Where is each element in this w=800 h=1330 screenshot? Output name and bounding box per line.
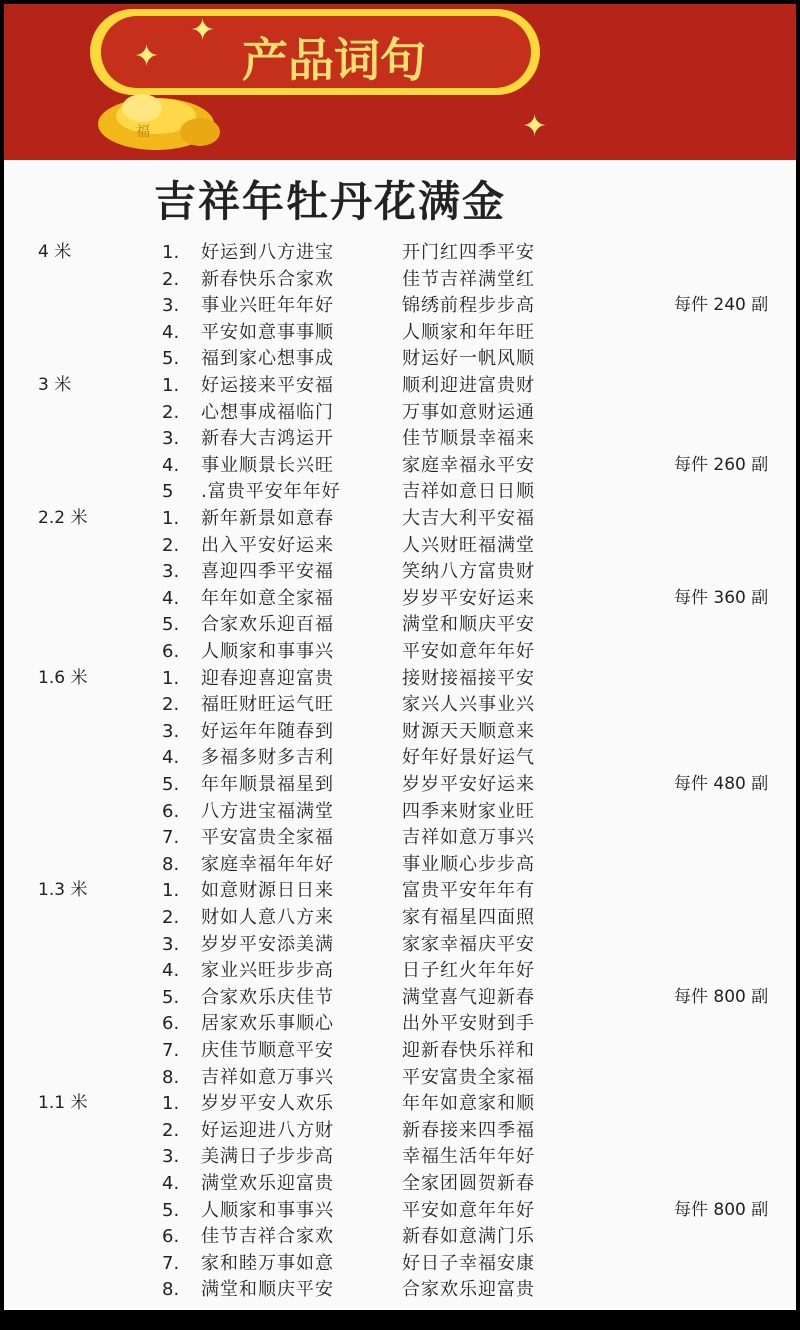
- list-item: [4, 851, 796, 878]
- list-item: [4, 1064, 796, 1091]
- phrase-left: 家庭幸福年年好: [201, 853, 334, 875]
- list-item: [4, 1197, 796, 1224]
- item-number: 3.: [162, 295, 180, 317]
- item-number: 4.: [162, 1173, 180, 1194]
- phrase-left: 喜迎四季平安福: [201, 561, 334, 583]
- phrase-right: 事业顺心步步高: [402, 853, 535, 875]
- phrase-left: 居家欢乐事顺心: [201, 1013, 334, 1035]
- item-number: 3.: [162, 1146, 180, 1168]
- item-number: 6.: [162, 641, 180, 662]
- phrase-left: 好运到八方进宝: [201, 242, 334, 263]
- item-number: 1.: [162, 1093, 180, 1115]
- size-label: 1.3 米: [38, 880, 88, 901]
- quantity-label: 每件 240 副: [674, 295, 769, 316]
- phrase-left: 好运迎进八方财: [201, 1119, 334, 1141]
- phrase-right: 家有福星四面照: [402, 907, 535, 928]
- gold-ingot-icon: [96, 84, 222, 152]
- phrase-left: 平安富贵全家福: [201, 827, 334, 849]
- phrase-left: 年年顺景福星到: [201, 774, 334, 795]
- item-number: 1.: [162, 667, 180, 689]
- item-number: 6.: [162, 800, 180, 822]
- phrase-left: 迎春迎喜迎富贵: [201, 667, 334, 689]
- phrase-left: 家和睦万事如意: [201, 1252, 334, 1274]
- list-item: [4, 771, 796, 798]
- phrase-left: 岁岁平安添美满: [201, 933, 334, 955]
- phrase-right: 合家欢乐迎富贵: [402, 1279, 535, 1301]
- list-item: [4, 1276, 796, 1303]
- item-number: 1.: [162, 508, 180, 529]
- phrase-left: 好运年年随春到: [201, 720, 334, 742]
- item-number: 2.: [162, 907, 180, 928]
- list-item: [4, 505, 796, 532]
- item-number: 5: [162, 481, 174, 503]
- item-number: 8.: [162, 1066, 180, 1088]
- phrase-right: 年年如意家和顺: [402, 1093, 535, 1115]
- page-title: 吉祥年牡丹花满金: [154, 177, 507, 226]
- size-label: 1.6 米: [38, 667, 88, 688]
- quantity-label: 每件 800 副: [674, 986, 769, 1007]
- item-number: 7.: [162, 1252, 180, 1274]
- phrase-right: 人兴财旺福满堂: [402, 534, 535, 556]
- list-item: [4, 1090, 796, 1117]
- phrase-right: 满堂喜气迎新春: [402, 986, 535, 1008]
- phrase-left: .富贵平安年年好: [201, 481, 341, 503]
- item-number: 6.: [162, 1226, 180, 1248]
- size-label: 3 米: [38, 375, 72, 395]
- phrase-right: 万事如意财运通: [402, 401, 535, 423]
- phrase-left: 合家欢乐迎百福: [201, 614, 334, 636]
- list-item: [4, 798, 796, 825]
- phrase-left: 事业顺景长兴旺: [201, 454, 334, 476]
- item-number: 4.: [162, 587, 180, 609]
- item-number: 4.: [162, 747, 180, 769]
- header-banner: [4, 4, 796, 160]
- list-item: [4, 1143, 796, 1170]
- phrase-right: 家庭幸福永平安: [402, 454, 535, 476]
- quantity-label: 每件 360 副: [674, 587, 769, 608]
- item-number: 8.: [162, 1279, 180, 1301]
- list-item: [4, 478, 796, 505]
- phrase-left: 八方进宝福满堂: [201, 800, 334, 822]
- phrase-left: 新年新景如意春: [201, 508, 334, 529]
- phrase-right: 四季来财家业旺: [402, 800, 535, 822]
- list-item: [4, 1223, 796, 1250]
- phrase-right: 岁岁平安好运来: [402, 587, 535, 609]
- item-number: 3.: [162, 933, 180, 955]
- list-item: [4, 718, 796, 745]
- phrase-right: 佳节顺景幸福来: [402, 428, 535, 450]
- phrase-left: 庆佳节顺意平安: [201, 1040, 334, 1061]
- list-item: [4, 1250, 796, 1277]
- item-number: 4.: [162, 960, 180, 982]
- phrase-right: 锦绣前程步步高: [402, 295, 535, 317]
- item-number: 2.: [162, 401, 180, 423]
- phrase-right: 好日子幸福安康: [402, 1252, 535, 1274]
- phrase-right: 迎新春快乐祥和: [402, 1040, 535, 1061]
- size-label: 1.1 米: [38, 1093, 88, 1114]
- list-item: [4, 558, 796, 585]
- list-item: [4, 585, 796, 612]
- phrase-right: 开门红四季平安: [402, 242, 535, 263]
- phrase-left: 出入平安好运来: [201, 534, 334, 556]
- quantity-label: 每件 480 副: [674, 774, 769, 794]
- item-number: 8.: [162, 853, 180, 875]
- list-item: [4, 425, 796, 452]
- list-item: [4, 957, 796, 984]
- phrase-left: 佳节吉祥合家欢: [201, 1226, 334, 1248]
- sparkle-icon: ✦: [522, 109, 548, 144]
- list-item: [4, 904, 796, 931]
- list-item: [4, 824, 796, 851]
- phrase-right: 幸福生活年年好: [402, 1146, 535, 1168]
- list-item: [4, 239, 796, 266]
- item-number: 5.: [162, 1199, 180, 1221]
- phrase-right: 平安富贵全家福: [402, 1066, 535, 1088]
- size-label: 2.2 米: [38, 508, 88, 528]
- phrase-left: 多福多财多吉利: [201, 747, 334, 769]
- phrase-left: 好运接来平安福: [201, 375, 334, 396]
- item-number: 5.: [162, 774, 180, 795]
- list-item: [4, 345, 796, 372]
- list-item: [4, 1170, 796, 1197]
- phrase-right: 平安如意年年好: [402, 1199, 535, 1221]
- item-number: 7.: [162, 1040, 180, 1061]
- phrase-left: 满堂和顺庆平安: [201, 1279, 334, 1301]
- phrase-right: 新春接来四季福: [402, 1119, 535, 1141]
- banner-title: 产品词句: [242, 33, 426, 87]
- phrase-right: 大吉大利平安福: [402, 508, 535, 529]
- item-number: 2.: [162, 534, 180, 556]
- phrase-left: 满堂欢乐迎富贵: [201, 1173, 334, 1194]
- phrase-right: 日子红火年年好: [402, 960, 535, 982]
- phrase-right: 吉祥如意万事兴: [402, 827, 535, 849]
- phrase-right: 平安如意年年好: [402, 641, 535, 662]
- quantity-label: 每件 260 副: [674, 454, 769, 475]
- phrase-left: 吉祥如意万事兴: [201, 1066, 334, 1088]
- list-item: [4, 665, 796, 692]
- phrase-left: 岁岁平安人欢乐: [201, 1093, 334, 1115]
- list-item: [4, 1117, 796, 1144]
- list-item: [4, 744, 796, 771]
- phrase-right: 接财接福接平安: [402, 667, 535, 689]
- list-item: [4, 292, 796, 319]
- phrase-right: 岁岁平安好运来: [402, 774, 535, 795]
- item-number: 2.: [162, 1119, 180, 1141]
- item-number: 2.: [162, 694, 180, 716]
- list-item: [4, 611, 796, 638]
- quantity-label: 每件 800 副: [674, 1199, 769, 1220]
- list-item: [4, 1037, 796, 1064]
- phrase-left: 事业兴旺年年好: [201, 295, 334, 317]
- item-number: 3.: [162, 428, 180, 450]
- phrase-right: 出外平安财到手: [402, 1013, 535, 1035]
- sparkle-icon: ✦: [134, 39, 160, 74]
- phrase-right: 笑纳八方富贵财: [402, 561, 535, 583]
- phrase-right: 富贵平安年年有: [402, 880, 535, 902]
- item-number: 1.: [162, 242, 180, 263]
- phrase-left: 人顺家和事事兴: [201, 1199, 334, 1221]
- item-number: 7.: [162, 827, 180, 849]
- sparkle-icon: ✦: [190, 13, 216, 48]
- document-page: [4, 4, 796, 1310]
- list-item: [4, 931, 796, 958]
- item-number: 2.: [162, 268, 180, 290]
- item-number: 1.: [162, 880, 180, 902]
- item-number: 3.: [162, 561, 180, 583]
- phrase-left: 财如人意八方来: [201, 907, 334, 928]
- item-number: 5.: [162, 614, 180, 636]
- phrase-right: 财运好一帆风顺: [402, 348, 535, 370]
- phrase-right: 新春如意满门乐: [402, 1226, 535, 1248]
- phrase-left: 如意财源日日来: [201, 880, 334, 902]
- list-item: [4, 691, 796, 718]
- phrase-right: 佳节吉祥满堂红: [402, 268, 535, 290]
- phrase-left: 平安如意事事顺: [201, 321, 334, 343]
- list-item: [4, 877, 796, 904]
- item-number: 5.: [162, 986, 180, 1008]
- svg-text:福: 福: [136, 124, 150, 140]
- phrase-left: 美满日子步步高: [201, 1146, 334, 1168]
- item-number: 4.: [162, 321, 180, 343]
- phrase-left: 家业兴旺步步高: [201, 960, 334, 982]
- phrase-left: 福旺财旺运气旺: [201, 694, 334, 716]
- phrase-left: 新春快乐合家欢: [201, 268, 334, 290]
- item-number: 6.: [162, 1013, 180, 1035]
- item-number: 1.: [162, 375, 180, 396]
- phrase-right: 人顺家和年年旺: [402, 321, 535, 343]
- list-item: [4, 984, 796, 1011]
- phrase-right: 满堂和顺庆平安: [402, 614, 535, 636]
- phrase-right: 全家团圆贺新春: [402, 1173, 535, 1194]
- phrase-right: 吉祥如意日日顺: [402, 481, 535, 503]
- size-label: 4 米: [38, 242, 72, 262]
- list-item: [4, 452, 796, 479]
- list-item: [4, 638, 796, 665]
- item-number: 5.: [162, 348, 180, 370]
- phrase-right: 财源天天顺意来: [402, 720, 535, 742]
- phrase-right: 好年好景好运气: [402, 747, 535, 769]
- phrase-right: 家兴人兴事业兴: [402, 694, 535, 716]
- list-item: [4, 319, 796, 346]
- list-item: [4, 532, 796, 559]
- list-item: [4, 1010, 796, 1037]
- phrase-right: 顺利迎进富贵财: [402, 375, 535, 396]
- list-item: [4, 266, 796, 293]
- list-item: [4, 372, 796, 399]
- phrase-right: 家家幸福庆平安: [402, 933, 535, 955]
- item-number: 4.: [162, 454, 180, 476]
- item-number: 3.: [162, 720, 180, 742]
- phrase-left: 心想事成福临门: [201, 401, 334, 423]
- phrase-left: 福到家心想事成: [201, 348, 334, 370]
- phrase-left: 人顺家和事事兴: [201, 641, 334, 662]
- list-item: [4, 399, 796, 426]
- phrase-left: 年年如意全家福: [201, 587, 334, 609]
- phrase-left: 新春大吉鸿运开: [201, 428, 334, 450]
- phrase-left: 合家欢乐庆佳节: [201, 986, 334, 1008]
